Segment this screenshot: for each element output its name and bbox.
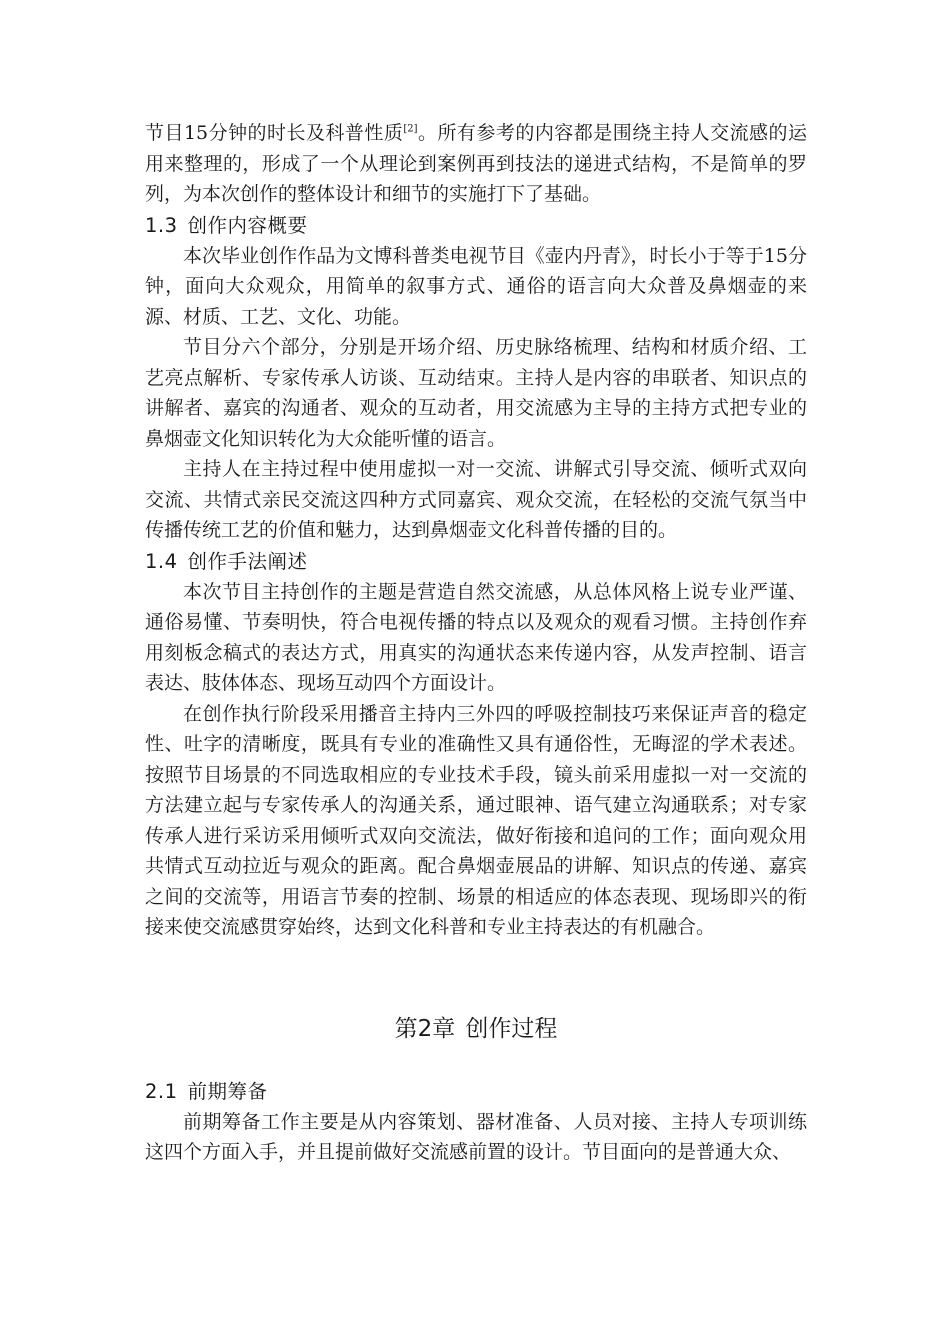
section-number: 2.1 <box>145 1079 178 1103</box>
section-title: 创作内容概要 <box>187 213 308 237</box>
chapter-title: 创作过程 <box>465 1015 558 1042</box>
paragraph: 节目分六个部分，分别是开场介绍、历史脉络梳理、结构和材质介绍、工艺亮点解析、专家传承人访谈、互动结束。主持人是内容的串联者、知识点的讲解者、嘉宾的沟通者、观众的互动者，用交流感为主导的主持方式把专业的鼻烟壶文化知识转化为大众能听懂的语言。 <box>145 336 807 450</box>
paragraph: 前期筹备工作主要是从内容策划、器材准备、人员对接、主持人专项训练这四个方面入手，并且提前做好交流感前置的设计。节目面向的是普通大众、 <box>145 1110 807 1163</box>
section-heading-1-4 <box>145 547 807 577</box>
paragraph-text: 。所有参考的内容都是围绕主持人交流感的运用来整理的，形成了一个从理论到案例再到技法的递进式结构，不是简单的罗列，为本次创作的整体设计和细节的实施打下了基础。 <box>145 122 807 205</box>
section-title: 前期筹备 <box>187 1079 268 1103</box>
paragraph: 本次节目主持创作的主题是营造自然交流感，从总体风格上说专业严谨、通俗易懂、节奏明快，符合电视传播的特点以及观众的观看习惯。主持创作弃用刻板念稿式的表达方式，用真实的沟通状态来传递内容，从发声控制、语言表达、肢体体态、现场互动四个方面设计。 <box>145 580 807 694</box>
paragraph-continuation <box>145 118 807 210</box>
paragraph: 主持人在主持过程中使用虚拟一对一交流、讲解式引导交流、倾听式双向交流、共情式亲民交流这四种方式同嘉宾、观众交流，在轻松的交流气氛当中传播传统工艺的价值和魅力，达到鼻烟壶文化科普传播的目的。 <box>145 458 807 541</box>
section-number: 1.3 <box>145 213 178 237</box>
section-title: 创作手法阐述 <box>187 549 308 573</box>
chapter-heading-2 <box>145 1014 807 1044</box>
section-heading-2-1 <box>145 1077 807 1107</box>
section-number: 1.4 <box>145 549 178 573</box>
section-heading-1-3 <box>145 211 807 241</box>
document-page <box>145 118 807 1168</box>
paragraph: 本次毕业创作作品为文博科普类电视节目《壶内丹青》，时长小于等于15分钟，面向大众观众，用简单的叙事方式、通俗的语言向大众普及鼻烟壶的来源、材质、工艺、文化、功能。 <box>145 244 807 328</box>
paragraph: 在创作执行阶段采用播音主持内三外四的呼吸控制技巧来保证声音的稳定性、吐字的清晰度，既具有专业的准确性又具有通俗性，无晦涩的学术表述。按照节目场景的不同选取相应的专业技术手段，镜头前采用虚拟一对一交流的方法建立起与专家传承人的沟通关系，通过眼神、语气建立沟通联系；对专家传承人进行采访采用倾听式双向交流法，做好衔接和追问的工作；面向观众用共情式互动拉近与观众的距离。配合鼻烟壶展品的讲解、知识点的传递、嘉宾之间的交流等，用语言节奏的控制、场景的相适应的体态表现、现场即兴的衔接来使交流感贯穿始终，达到文化科普和专业主持表达的有机融合。 <box>145 702 807 938</box>
citation-reference[interactable]: [2] <box>403 123 418 135</box>
chapter-number: 第2章 <box>394 1015 456 1042</box>
paragraph-text: 节目15分钟的时长及科普性质 <box>145 122 404 144</box>
